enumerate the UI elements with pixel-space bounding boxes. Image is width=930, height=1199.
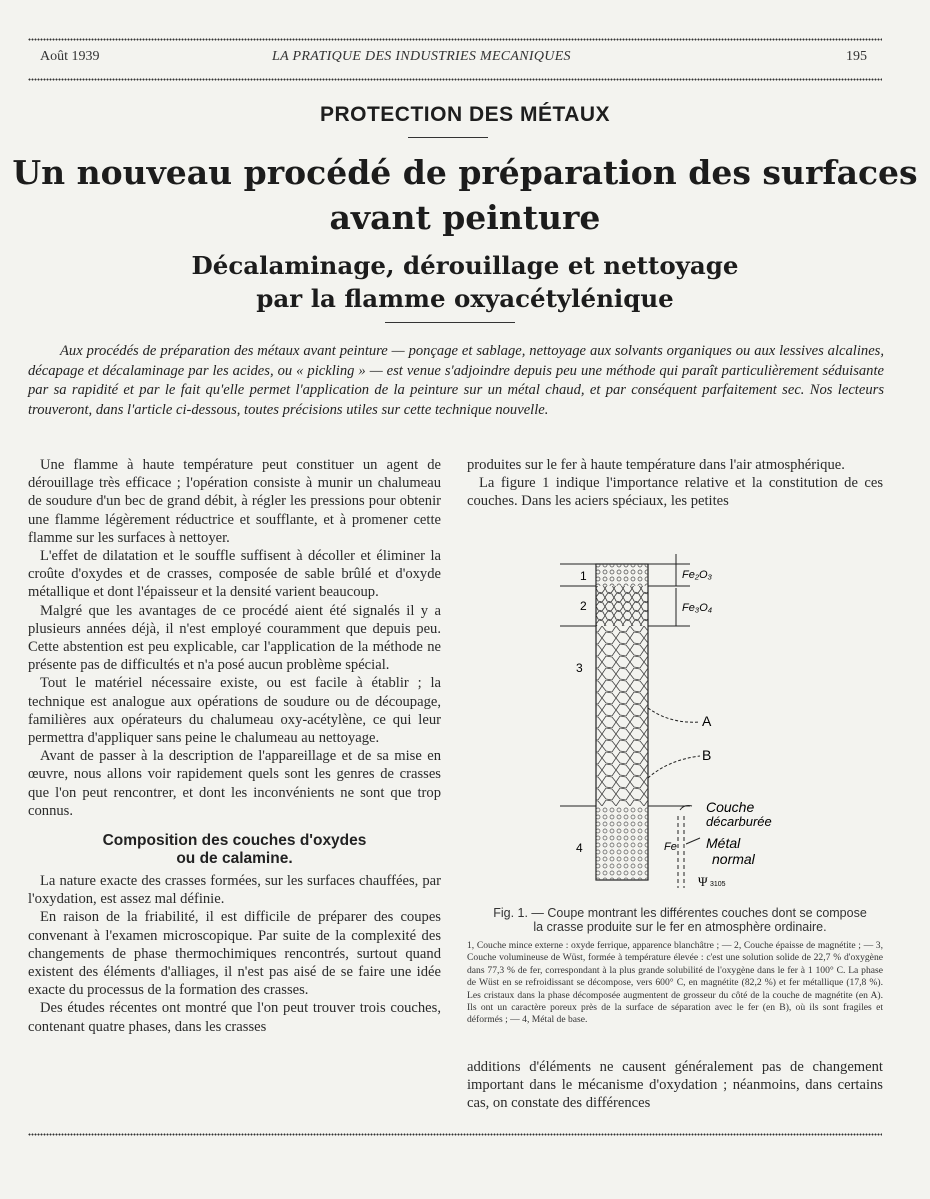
paragraph: Une flamme à haute température peut constituer un agent de dérouillage très efficace ; l'opération consiste à munir un chalumeau de soudure d'un bec de grand débit, à régler les pressions pour obtenir une flamme légèrement réductrice et soufflante, et à promener cette flamme sur les surfaces à nettoyer. (28, 457, 441, 546)
title-underline (385, 322, 515, 323)
paragraph: Tout le matériel nécessaire existe, ou est facile à établir ; la technique est analogue aux opérations de soudure ou de découpage, familières aux opérateurs du chalumeau oxy-acétylène, ce qui leur permettra d'appliquer sans peine le chalumeau au nettoyage. (28, 675, 441, 747)
layer-2-magnetite (596, 586, 648, 626)
point-b-label: B (702, 747, 712, 763)
fe-label: Fe (664, 841, 677, 853)
subheading (28, 832, 441, 868)
layer-3-number: 3 (576, 661, 583, 675)
fe3o4-label: Fe₃O₄ (682, 602, 713, 614)
point-a-label: A (702, 713, 712, 729)
paragraph: La figure 1 indique l'importance relative et la constitution de ces couches. Dans les aciers spéciaux, les petites (467, 475, 883, 510)
issue-date: Août 1939 (40, 49, 100, 64)
paragraph: La nature exacte des crasses formées, sur les surfaces chauffées, par l'oxydation, est assez mal définie. (28, 873, 441, 908)
paragraph: L'effet de dilatation et le souffle suffisent à décoller et éliminer la croûte d'oxydes et de crasses, composée de sable brûlé et d'oxyde métallique et dont l'épaisseur et la densité varient beaucoup. (28, 548, 441, 601)
oxide-layers-figure (560, 548, 800, 898)
fe2o3-label: Fe₂O₃ (682, 569, 712, 581)
layer-1-fe2o3 (596, 564, 648, 586)
left-column (28, 456, 441, 1036)
figure-legend: 1, Couche mince externe : oxyde ferrique, apparence blanchâtre ; — 2, Couche épaisse de magnétite ; — 3, Couche volumineuse de Wüst, formée à température élevée : c'est une solution solide de 22,7 % d'oxygène dans 77,3 % de fer, correspondant à la plus grande solubilité de l'oxygène dans le fer à 1 100° C. La phase de Wüst en se refroidissant se décompose, vers 600° C, en magnétite (82,2 %) et fer métallique (17,8 %). Les cristaux dans la phase décomposée augmentent de grosseur du côté de la couche de magnétite (en A). Ils ont un caractère poreux près de la surface de séparation avec le fer (en B), où ils sont fragiles et déformés ; — 4, Métal de base. (467, 940, 883, 1026)
layer-2-number: 2 (580, 599, 587, 613)
journal-title: LA PRATIQUE DES INDUSTRIES MECANIQUES (272, 49, 571, 64)
article-title (0, 150, 930, 240)
caption-line-1: Fig. 1. — Coupe montrant les différentes couches dont se compose (493, 906, 867, 920)
normal-label: normal (712, 851, 755, 867)
metal-label: Métal (706, 835, 741, 851)
couche-label: Couche (706, 799, 755, 815)
layer-1-number: 1 (580, 569, 587, 583)
figure-caption (475, 906, 885, 934)
page-number: 195 (846, 49, 867, 64)
title-line-2: avant peinture (329, 198, 601, 237)
right-column-top (467, 456, 883, 511)
publisher-mark-icon: Ψ (698, 874, 708, 889)
layer-4-number: 4 (576, 841, 583, 855)
subtitle-line-1: Décalaminage, dérouillage et nettoyage (191, 251, 739, 280)
subheading-line-2: ou de calamine. (176, 850, 293, 868)
header-dotted-rule (28, 78, 882, 81)
paragraph: additions d'éléments ne causent généralement pas de changement important dans le mécanisme d'oxydation ; néanmoins, dans certains cas, on constate des différences (467, 1059, 883, 1112)
title-line-1: Un nouveau procédé de préparation des surfaces (12, 153, 918, 192)
section-heading: PROTECTION DES MÉTAUX (319, 103, 611, 126)
top-dotted-rule (28, 38, 882, 41)
paragraph: produites sur le fer à haute température dans l'air atmosphérique. (467, 457, 845, 473)
right-column-bottom (467, 1058, 883, 1113)
bottom-dotted-rule (28, 1133, 882, 1136)
layer-3-wustite (596, 626, 648, 806)
article-subtitle (0, 249, 930, 315)
paragraph: En raison de la friabilité, il est difficile de préparer des coupes convenant à l'examen microscopique. Par suite de la complexité des changements de phase thermochimiques rencontrés, surtout quand existent des éléments d'alliages, il n'est pas aisé de se faire une idée exacte du processus de la formation des crasses. (28, 909, 441, 999)
layer-4-base-metal (596, 806, 648, 880)
decarburee-label: décarburée (706, 814, 772, 829)
subtitle-line-2: par la flamme oxyacétylénique (256, 284, 674, 313)
paragraph: Avant de passer à la description de l'appareillage et de sa mise en œuvre, nous allons voir rapidement quels sont les genres de crasses que l'on peut rencontrer, et dont les inconvénients ne sont que trop connus. (28, 748, 441, 819)
section-underline (408, 137, 488, 138)
caption-line-2: la crasse produite sur le fer en atmosphère ordinaire. (533, 920, 827, 934)
figure-ref-number: 3105 (710, 881, 726, 888)
paragraph: Des études récentes ont montré que l'on peut trouver trois couches, contenant quatre phases, dans les crasses (28, 1000, 441, 1035)
lead-paragraph: Aux procédés de préparation des métaux avant peinture — ponçage et sablage, nettoyage aux solvants organiques ou aux lessives alcalines, décapage et décalaminage par les acides, ou « pickling » — est venue s'adjoindre depuis peu une méthode qui paraît particulièrement séduisante par sa rapidité et par le fait qu'elle permet l'application de la peinture sur un métal chaud, et par conséquent parfaitement sec. Nos lecteurs trouveront, dans l'article ci-dessous, toutes précisions utiles sur cette technique nouvelle. (28, 343, 884, 418)
paragraph: Malgré que les avantages de ce procédé aient été signalés il y a plusieurs années déjà, il n'est employé couramment que depuis peu. Cette abstention est peu explicable, car l'application de la méthode ne présente pas de difficultés et n'a posé aucun problème spécial. (28, 602, 441, 674)
subheading-line-1: Composition des couches d'oxydes (102, 832, 367, 850)
